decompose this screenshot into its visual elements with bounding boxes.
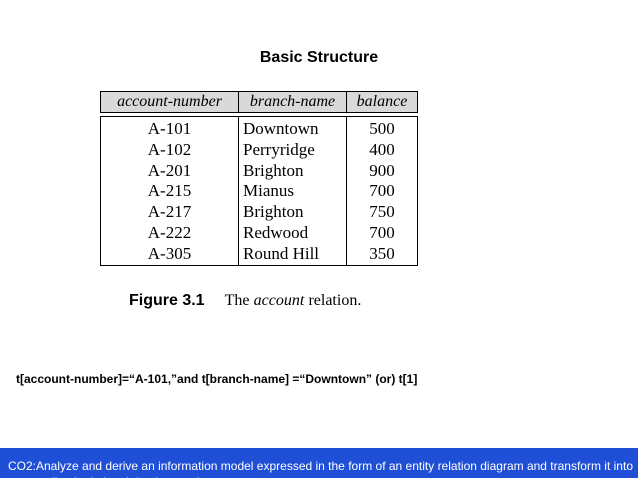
table-body <box>100 116 418 266</box>
table-cell: A-222 <box>147 222 192 242</box>
table-header-row <box>100 91 418 113</box>
caption-text-post: relation. <box>308 292 362 309</box>
table-cell: Round Hill <box>243 243 320 263</box>
figure-number: Figure 3.1 <box>129 292 205 309</box>
column-account-number <box>101 117 238 265</box>
slide-title: Basic Structure <box>259 49 379 66</box>
table-cell: Redwood <box>243 222 309 242</box>
tuple-expression: t[account-number]=“A-101,”and t[branch-name] =“Downtown” (or) t[1] <box>16 372 418 386</box>
column-balance <box>346 117 417 265</box>
table-cell: 350 <box>369 243 395 263</box>
footer-bar <box>0 448 638 489</box>
table-cell: 700 <box>369 222 395 242</box>
table-cell: Mianus <box>243 181 294 201</box>
table-cell: Perryridge <box>243 139 315 159</box>
column-branch-name <box>238 117 346 265</box>
table-cell: A-215 <box>147 181 192 201</box>
table-cell: A-305 <box>147 243 192 263</box>
caption-text-pre: The <box>224 292 250 309</box>
account-relation-table <box>100 91 418 266</box>
table-cell: 500 <box>369 119 395 138</box>
table-cell: 750 <box>369 202 395 222</box>
column-header-account-number: account-number <box>117 93 222 110</box>
figure-caption <box>129 292 361 310</box>
table-cell: Brighton <box>243 202 304 222</box>
footer-text: CO2:Analyze and derive an information model expressed in the form of an entity relation diagram and transform it into a normalized relational database schema <box>8 459 633 489</box>
table-cell: A-201 <box>147 160 192 180</box>
table-cell: 700 <box>369 181 395 201</box>
table-cell: 400 <box>369 139 395 159</box>
caption-text-em: account <box>253 292 305 309</box>
column-header-branch-name: branch-name <box>238 92 346 112</box>
table-cell: A-101 <box>147 119 192 138</box>
table-cell: 900 <box>369 160 395 180</box>
table-cell: Brighton <box>243 160 304 180</box>
table-cell: A-102 <box>147 139 192 159</box>
table-cell: Downtown <box>243 119 319 138</box>
table-cell: A-217 <box>147 202 192 222</box>
column-header-balance: balance <box>346 92 417 112</box>
